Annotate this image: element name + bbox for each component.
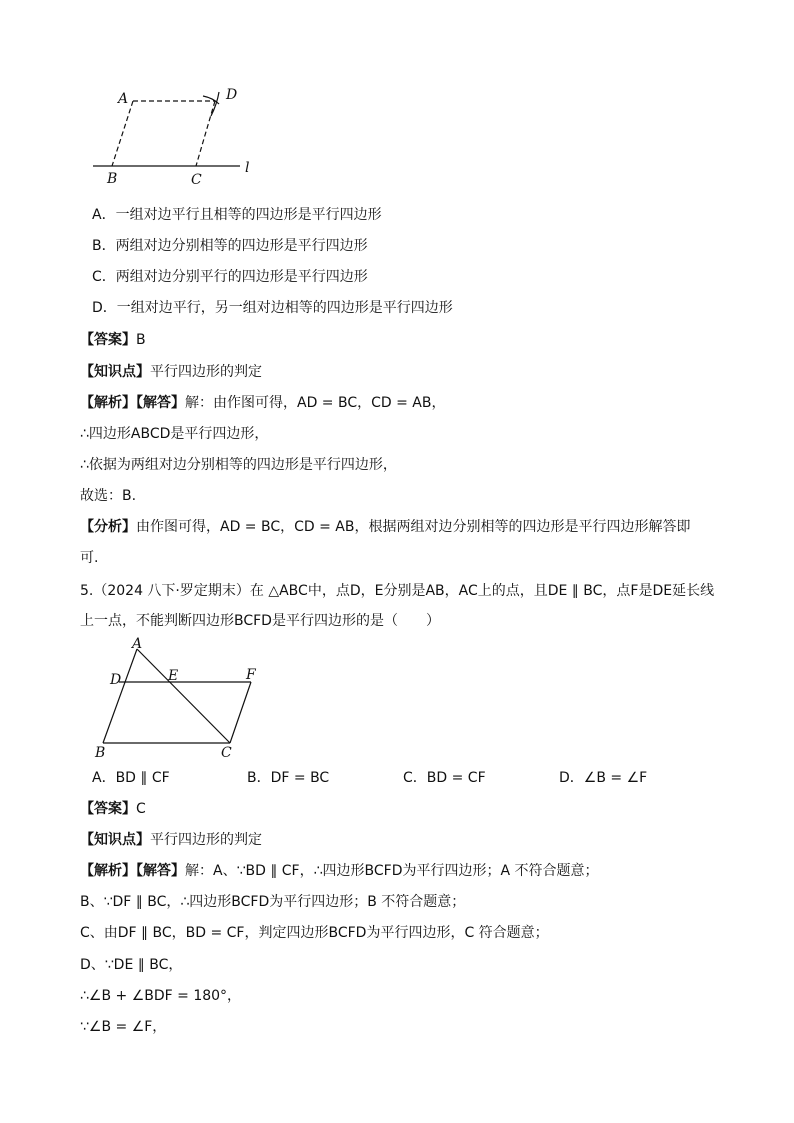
label-D: D xyxy=(226,87,238,103)
label-C: C xyxy=(221,745,232,761)
answer-value: B xyxy=(136,332,146,348)
answer-value: C xyxy=(136,801,146,817)
q4-fenxi-line-2: 可. xyxy=(80,550,99,566)
q5-stem-line-1: 5.（2024 八下·罗定期末）在 △ABC中，点D，E分别是AB，AC上的点，且DE ∥ BC，点F是DE延长线 xyxy=(80,583,715,599)
q4-analysis-line-1 xyxy=(80,393,446,413)
answer-tag: 【答案】 xyxy=(80,332,136,348)
answer-tag: 【答案】 xyxy=(80,801,136,817)
figure-triangle-parallelogram xyxy=(88,632,273,762)
q5-analysis-line-2: B、∵DF ∥ BC，∴四边形BCFD为平行四边形；B 不符合题意； xyxy=(80,894,466,910)
q4-analysis-line-4: 故选：B. xyxy=(80,488,137,504)
q5-option-b: B．DF = BC xyxy=(247,770,330,786)
q4-option-b: B．两组对边分别相等的四边形是平行四边形 xyxy=(92,238,368,254)
label-l: l xyxy=(245,160,250,176)
label-B: B xyxy=(95,745,106,761)
q4-knowledge xyxy=(80,362,262,382)
q5-knowledge xyxy=(80,830,262,850)
analysis-text: 解：由作图可得，AD = BC，CD = AB， xyxy=(185,395,446,411)
q5-option-c: C．BD = CF xyxy=(403,770,486,786)
q5-answer xyxy=(80,799,146,819)
label-D: D xyxy=(110,672,122,688)
q5-analysis-line-6: ∵∠B = ∠F， xyxy=(80,1019,167,1035)
q4-analysis-line-3: ∴依据为两组对边分别相等的四边形是平行四边形， xyxy=(80,457,397,473)
q5-option-a: A．BD ∥ CF xyxy=(92,770,170,786)
label-B: B xyxy=(107,171,118,187)
fenxi-tag: 【分析】 xyxy=(80,519,136,535)
figure-parallelogram-construction xyxy=(85,82,270,192)
knowledge-tag: 【知识点】 xyxy=(80,832,150,848)
q5-analysis-line-4: D、∵DE ∥ BC， xyxy=(80,957,183,973)
q4-fenxi-line-1 xyxy=(80,517,691,537)
knowledge-value: 平行四边形的判定 xyxy=(150,832,262,848)
label-A: A xyxy=(132,636,143,652)
label-E: E xyxy=(168,668,179,684)
q5-analysis-line-5: ∴∠B + ∠BDF = 180°， xyxy=(80,988,242,1004)
label-A: A xyxy=(118,91,129,107)
q5-stem-line-2: 上一点，不能判断四边形BCFD是平行四边形的是（ ） xyxy=(80,613,440,629)
analysis-tag: 【解析】【解答】 xyxy=(80,395,185,411)
knowledge-tag: 【知识点】 xyxy=(80,364,150,380)
analysis-text: 解：A、∵BD ∥ CF，∴四边形BCFD为平行四边形；A 不符合题意； xyxy=(185,863,599,879)
q5-option-d: D．∠B = ∠F xyxy=(559,770,648,786)
analysis-tag: 【解析】【解答】 xyxy=(80,863,185,879)
fenxi-text: 由作图可得，AD = BC，CD = AB，根据两组对边分别相等的四边形是平行四边形解答即 xyxy=(136,519,691,535)
q4-analysis-line-2: ∴四边形ABCD是平行四边形， xyxy=(80,426,269,442)
knowledge-value: 平行四边形的判定 xyxy=(150,364,262,380)
q4-option-c: C．两组对边分别平行的四边形是平行四边形 xyxy=(92,269,368,285)
q4-option-d: D．一组对边平行，另一组对边相等的四边形是平行四边形 xyxy=(92,300,453,316)
label-C: C xyxy=(191,172,202,188)
q5-analysis-line-1 xyxy=(80,861,599,881)
q4-answer xyxy=(80,330,146,350)
label-F: F xyxy=(246,667,256,683)
q4-option-a: A．一组对边平行且相等的四边形是平行四边形 xyxy=(92,207,382,223)
q5-analysis-line-3: C、由DF ∥ BC，BD = CF，判定四边形BCFD为平行四边形，C 符合题意； xyxy=(80,925,549,941)
